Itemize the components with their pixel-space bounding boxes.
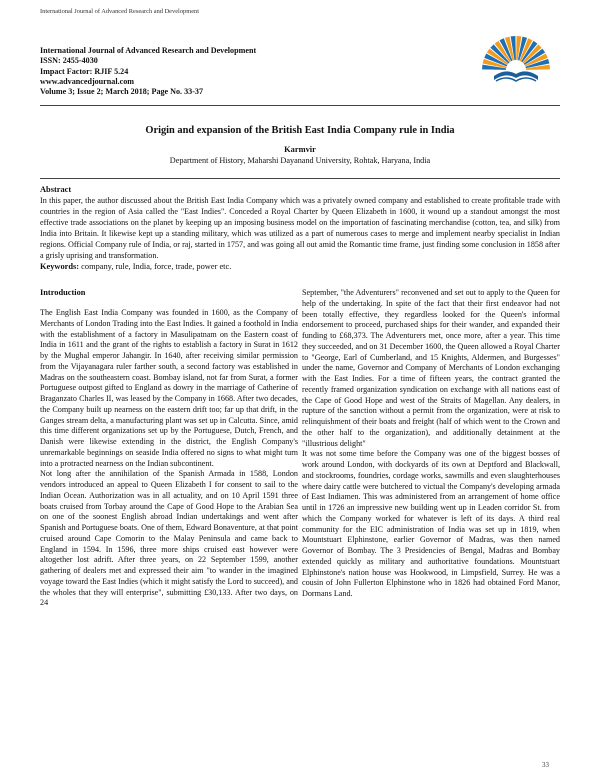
title-divider bbox=[40, 178, 560, 179]
keywords-line bbox=[40, 262, 560, 271]
header-divider bbox=[40, 105, 560, 106]
article-affiliation: Department of History, Maharshi Dayanand University, Rohtak, Haryana, India bbox=[169, 156, 431, 165]
intro-paragraph-2: Not long after the annihilation of the Spanish Armada in 1588, London vendors introduced an appeal to Queen Elizabeth I for consent to sail to the Indian Ocean. Authorization was in all actuality, and on 10 April 1591 three boats cruised from Torbay around the Cape of Good Hope to the Arabian Sea on one of the soonest English abroad Indian undertakings and went after Spanish and Portuguese boats. One of them, Edward Bonaventure, at that point cruised around Cape Comorin to the Malay Peninsula and came back to England in 1594. In 1596, three more ships cruised east however were altogether lost adrift. After three years, on 22 September 1599, another gathering of dealers met and expressed their aim "to wander in the imagined voyage toward the East Indies (which it might satisfy the Lord to succeed), and the wholes that they will enterprise", submitting £30,133. After two days, on 24 bbox=[40, 469, 298, 608]
journal-issn: ISSN: 2455-4030 bbox=[40, 56, 98, 66]
keywords-text: company, rule, India, force, trade, power etc. bbox=[81, 262, 232, 271]
intro-paragraph-4: It was not some time before the Company was one of the biggest bosses of work around London, with dockyards of its own at Deptford and Blackwall, and stockrooms, foundries, cordage works, sawmills and even slaughterhouses where dairy cattle were butchered to victual the Company's developing armada of East Indiamen. This was administered from an arrangement of home office until in 1726 an impressive new building went up in Leaden corridor St. from which the Company worked for whatever is left of its days. A third real community for the EIC administration of India was set up in 1819, when Mountstuart Elphinstone, earlier Governor of Madras, was then named Governor of Bombay. The 3 Presidencies of Bengal, Madras and Bombay extended quickly as military and authoritative foundations. Mountstuart Elphinstone's nation house was Hookwood, in Limpsfield, Surrey. He was a cousin of John Fullerton Elphinstone who in 1826 had obtained Ford Manor, Dormans Land. bbox=[302, 449, 560, 598]
introduction-heading: Introduction bbox=[40, 288, 86, 297]
left-column bbox=[40, 308, 298, 609]
article-author: Karmvir bbox=[284, 145, 316, 154]
running-head: International Journal of Advanced Research and Development bbox=[40, 8, 199, 15]
intro-paragraph-1: The English East India Company was founded in 1600, as the Company of Merchants of London Trading into the East Indies. It gained a foothold in India with the establishment of a factory in Masulipatnam on the Eastern coast of India in 1611 and the grant of the rights to establish a factory in Surat in 1612 by the Mughal emperor Jahangir. In 1640, after receiving similar permission from the Vijayanagara ruler farther south, a second factory was established in Madras on the southeastern coast. Bombay island, not far from Surat, a former Portuguese outpost gifted to England as dowry in the marriage of Catherine of Braganzato Charles II, was leased by the Company in 1668. After two decades, the Company built up nearness on the eastern drift too; far up that drift, in the Ganges stream delta, a manufacturing plant was set up in Calcutta. Since, amid this time different organizations set up by the Portuguese, Dutch, French, and Danish were likewise extending in the district, the English Company's unremarkable beginnings on seaside India offered no signs to what might turn into a protracted nearness on the Indian subcontinent. bbox=[40, 308, 298, 468]
keywords-label: Keywords: bbox=[40, 262, 80, 271]
journal-info-block bbox=[40, 46, 256, 97]
article-title: Origin and expansion of the British East India Company rule in India bbox=[145, 125, 455, 136]
journal-volume-line: Volume 3; Issue 2; March 2018; Page No. 33-37 bbox=[40, 87, 203, 97]
page-number: 33 bbox=[542, 761, 549, 769]
right-column bbox=[302, 288, 560, 600]
intro-paragraph-3: September, "the Adventurers" reconvened and set out to apply to the Queen for help of the undertaking. In spite of the fact that their first endeavor had not been totally effective, they regardless looked for the Queen's informal endorsement to proceed, purchased ships for their wander, and expanded their funding to £68,373. The Adventurers met, once more, after a year. This time they succeeded, and on 31 December 1600, the Queen allowed a Royal Charter to "George, Earl of Cumberland, and 15 Knights, Aldermen, and Burgesses" under the name, Governor and Company of Merchants of London exchanging with the East Indies. For a time of fifteen years, the contract granted the recently framed organization syndication on exchange with all nations east of the Cape of Good Hope and west of the Straits of Magellan. Any dealers, in rupture of the sanction without a permit from the organization, were at risk to relinquishment of their boats and freight (half of which went to the Crown and the other half to the organization), and additionally detainment at the "illustrious delight" bbox=[302, 288, 560, 448]
open-book-sunburst-logo bbox=[480, 24, 552, 96]
journal-name: International Journal of Advanced Research and Development bbox=[40, 46, 257, 55]
abstract-text: In this paper, the author discussed about the British East India Company which was a privately owned company and established to create profitable trade with countries in the region of Asia called the "East Indies". Conceded a Royal Charter by Queen Elizabeth in 1600, it wound up a standout amongst the most effective trade associations on the planet by keeping up an imposing business model on the importation of fascinating merchandise (cotton, tea, and silk) from India into Britain. It likewise kept up a standing military, which was utilized as a part of numerous cases to merge and implement nearby specialist in Indian regions. Official Company rule of India, or raj, started in 1757, and was going all out amid the Romantic time frame, just finding some conclusion in 1858 after a grisly uprising and transformation. bbox=[40, 196, 560, 260]
journal-impact-factor: Impact Factor: RJIF 5.24 bbox=[40, 66, 129, 76]
journal-website[interactable]: www.advancedjournal.com bbox=[40, 76, 134, 86]
abstract-heading: Abstract bbox=[40, 185, 72, 194]
